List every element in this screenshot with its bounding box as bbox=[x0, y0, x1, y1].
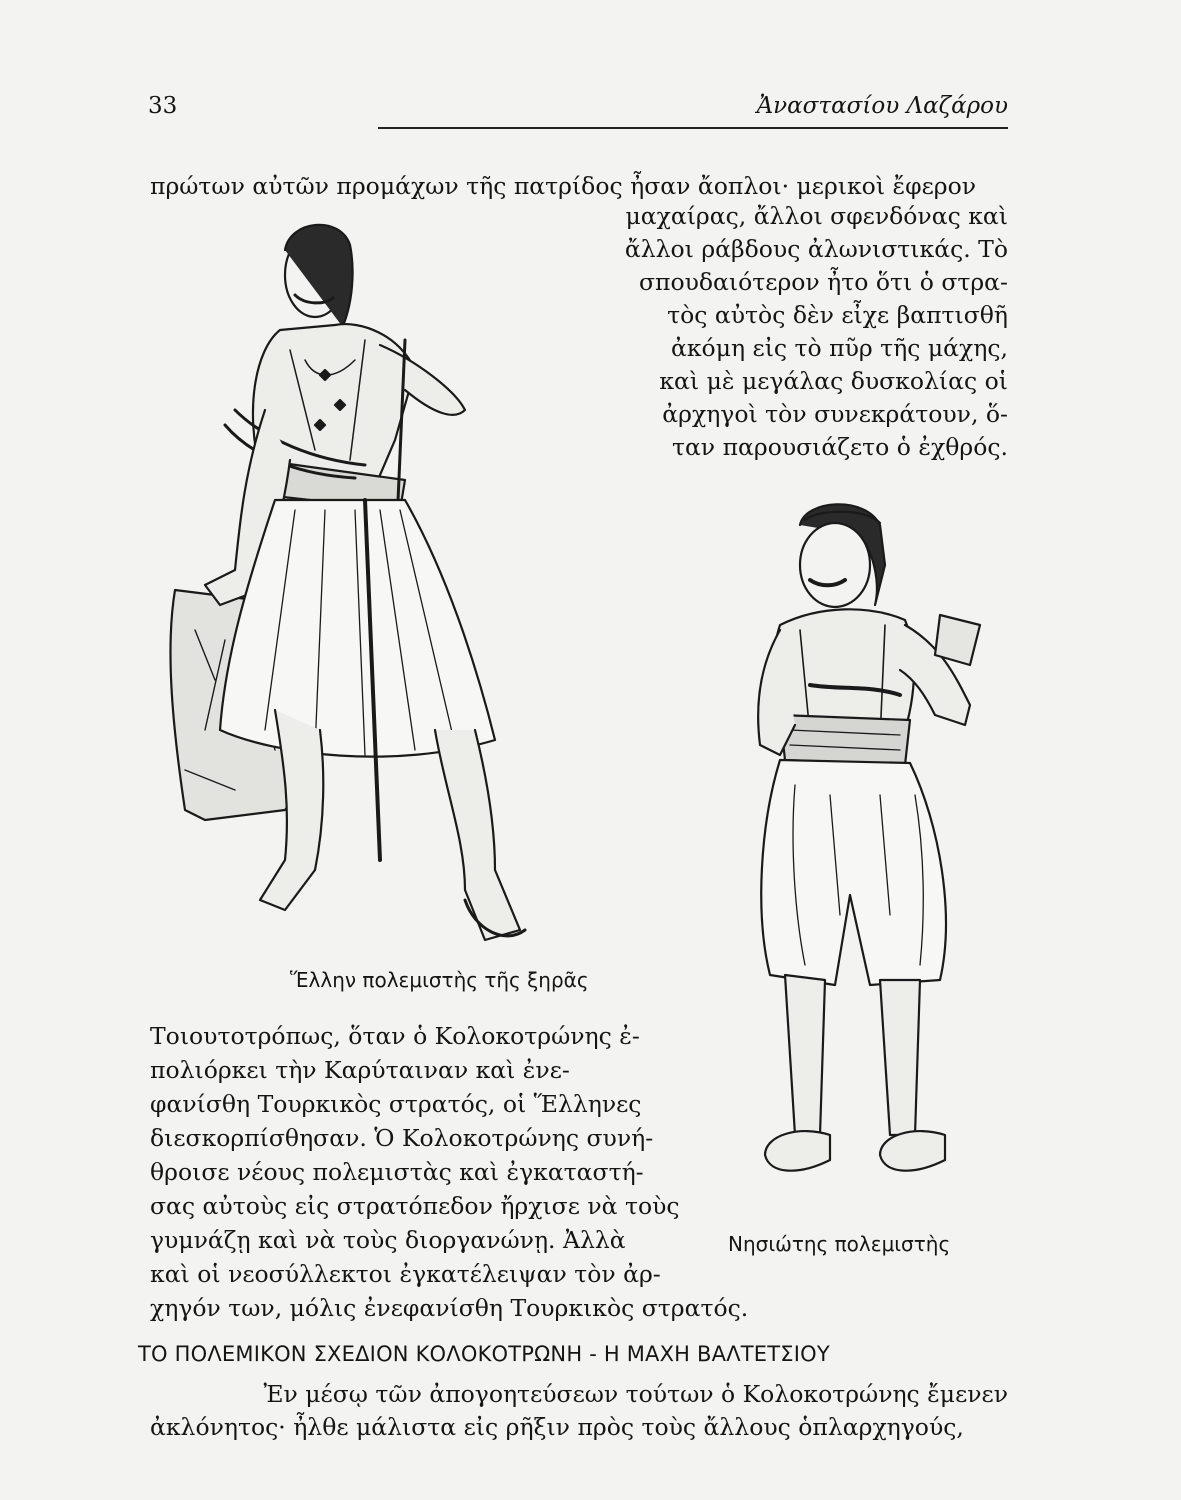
lower-column-line: θροισε νέους πολεμιστὰς καὶ ἐγκαταστή- bbox=[150, 1158, 644, 1186]
right-column-line: ταν παρουσιάζετο ὁ ἐχθρός. bbox=[671, 433, 1008, 461]
running-title: Ἀναστασίου Λαζάρου bbox=[756, 93, 1008, 119]
lower-column-line: καὶ οἱ νεοσύλλεκτοι ἐγκατέλειψαν τὸν ἀρ- bbox=[150, 1260, 661, 1288]
right-column-line: ἀκόμη εἰς τὸ πῦρ τῆς μάχης, bbox=[671, 334, 1008, 362]
lower-column-line: πολιόρκει τὴν Καρύταιναν καὶ ἐνε- bbox=[150, 1056, 570, 1084]
lower-column-line: χηγόν των, μόλις ἐνεφανίσθη Τουρκικὸς στρατός. bbox=[150, 1294, 749, 1322]
right-column-line: ἀρχηγοὶ τὸν συνεκράτουν, ὅ- bbox=[662, 400, 1008, 428]
right-column-line: τὸς αὐτὸς δὲν εἶχε βαπτισθῆ bbox=[667, 301, 1008, 329]
right-column-line: σπουδαιότερον ἦτο ὅτι ὁ στρα- bbox=[638, 268, 1008, 296]
lead-line: πρώτων αὐτῶν προμάχων τῆς πατρίδος ἦσαν ἄοπλοι· μερικοὶ ἔφερον bbox=[150, 172, 976, 200]
right-column-line: ἄλλοι ράβδους ἀλωνιστικάς. Τὸ bbox=[624, 235, 1008, 263]
lower-column-line: γυμνάζῃ καὶ νὰ τοὺς διοργανώνῃ. Ἀλλὰ bbox=[150, 1226, 626, 1254]
page-number: 33 bbox=[148, 93, 178, 119]
header-rule bbox=[378, 127, 1008, 129]
left-figure-caption: Ἕλλην πολεμιστὴς τῆς ξηρᾶς bbox=[290, 968, 589, 992]
section-heading: ΤΟ ΠΟΛΕΜΙΚΟΝ ΣΧΕΔΙΟΝ ΚΟΛΟΚΟΤΡΩΝΗ - Η ΜΑΧΗ ΒΑΛΤΕΤΣΙΟΥ bbox=[138, 1342, 830, 1366]
right-column-line: μαχαίρας, ἄλλοι σφενδόνας καὶ bbox=[625, 202, 1008, 230]
lower-column-line: φανίσθη Τουρκικὸς στρατός, οἱ Ἕλληνες bbox=[150, 1090, 642, 1118]
island-warrior-illustration bbox=[740, 495, 1010, 1210]
mainland-warrior-illustration bbox=[165, 210, 565, 960]
final-line: Ἐν μέσῳ τῶν ἀπογοητεύσεων τούτων ὁ Κολοκοτρώνης ἔμενεν bbox=[263, 1380, 1008, 1408]
final-line: ἀκλόνητος· ἦλθε μάλιστα εἰς ρῆξιν πρὸς τοὺς ἄλλους ὁπλαρχηγούς, bbox=[150, 1413, 964, 1441]
lower-column-line: διεσκορπίσθησαν. Ὁ Κολοκοτρώνης συνή- bbox=[150, 1124, 654, 1152]
page-header bbox=[148, 93, 1008, 133]
lower-column-line: σας αὐτοὺς εἰς στρατόπεδον ἤρχισε νὰ τοὺς bbox=[150, 1192, 680, 1220]
lower-column-line: Τοιουτοτρόπως, ὅταν ὁ Κολοκοτρώνης ἐ- bbox=[150, 1022, 640, 1050]
right-figure-caption: Νησιώτης πολεμιστὴς bbox=[728, 1232, 951, 1256]
right-column-line: καὶ μὲ μεγάλας δυσκολίας οἱ bbox=[659, 367, 1008, 395]
